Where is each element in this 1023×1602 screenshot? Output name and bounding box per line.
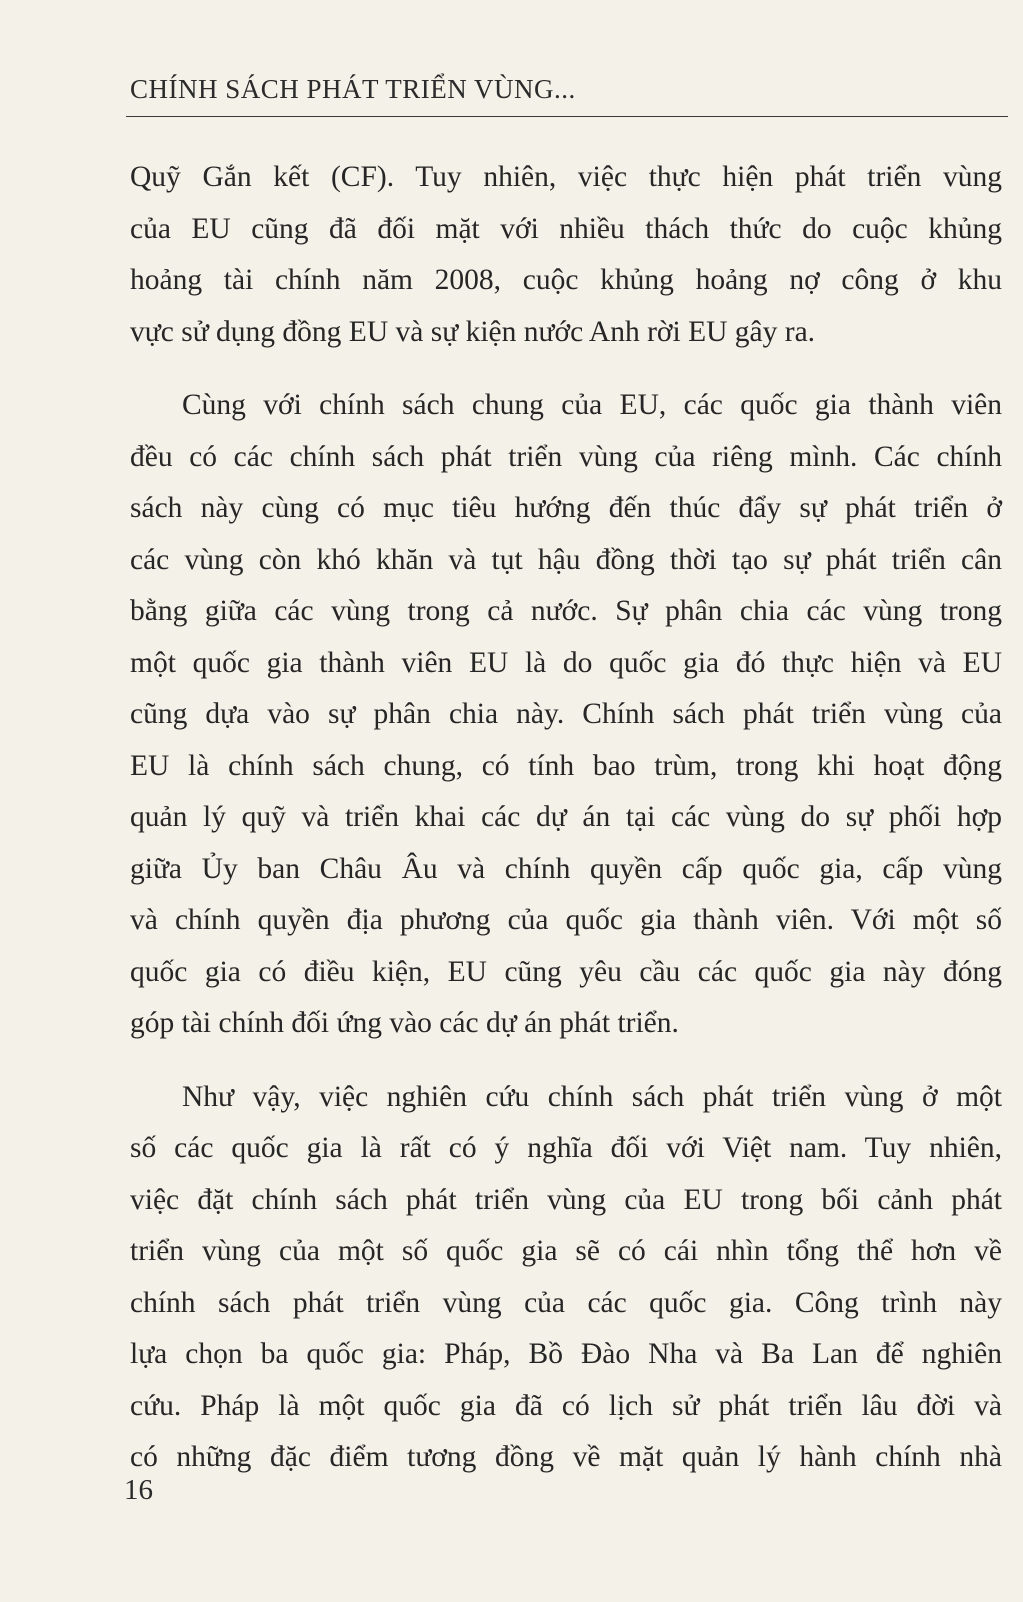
text-line: Như vậy, việc nghiên cứu chính sách phát triển vùng ở một [182,1080,1002,1113]
paragraph-2 [130,380,1002,1050]
text-line: EU là chính sách chung, có tính bao trùm, trong khi hoạt động [130,749,1002,782]
paragraph-3 [130,1072,1002,1484]
text-line: chính sách phát triển vùng của các quốc gia. Công trình này [130,1286,1002,1319]
header-rule [126,116,1008,117]
text-line: vực sử dụng đồng EU và sự kiện nước Anh rời EU gây ra. [130,315,816,348]
text-line: có những đặc điểm tương đồng về mặt quản lý hành chính nhà [130,1441,1002,1473]
text-line: Quỹ Gắn kết (CF). Tuy nhiên, việc thực hiện phát triển vùng [130,161,1002,193]
text-line: số các quốc gia là rất có ý nghĩa đối với Việt nam. Tuy nhiên, [130,1132,1002,1164]
page-number: 16 [124,1474,153,1506]
text-line: bằng giữa các vùng trong cả nước. Sự phân chia các vùng trong [130,595,1002,627]
text-line: và chính quyền địa phương của quốc gia thành viên. Với một số [130,904,1002,936]
text-line: lựa chọn ba quốc gia: Pháp, Bồ Đào Nha và Ba Lan để nghiên [130,1338,1002,1370]
running-header: CHÍNH SÁCH PHÁT TRIỂN VÙNG... [130,74,576,104]
text-line: giữa Ủy ban Châu Âu và chính quyền cấp quốc gia, cấp vùng [130,852,1002,885]
text-line: Cùng với chính sách chung của EU, các quốc gia thành viên [182,389,1002,421]
text-line: đều có các chính sách phát triển vùng của riêng mình. Các chính [130,440,1002,473]
text-line: của EU cũng đã đối mặt với nhiều thách thức do cuộc khủng [130,212,1002,245]
text-line: góp tài chính đối ứng vào các dự án phát triển. [130,1007,679,1039]
text-line: việc đặt chính sách phát triển vùng của EU trong bối cảnh phát [130,1183,1002,1216]
text-line: một quốc gia thành viên EU là do quốc gia đó thực hiện và EU [130,646,1002,679]
text-line: cứu. Pháp là một quốc gia đã có lịch sử phát triển lâu đời và [130,1389,1002,1422]
text-line: sách này cùng có mục tiêu hướng đến thúc đẩy sự phát triển ở [130,492,1002,524]
text-line: quốc gia có điều kiện, EU cũng yêu cầu các quốc gia này đóng [130,955,1002,988]
text-line: triển vùng của một số quốc gia sẽ có cái nhìn tổng thể hơn về [130,1235,1002,1267]
text-line: hoảng tài chính năm 2008, cuộc khủng hoảng nợ công ở khu [130,264,1002,296]
text-line: các vùng còn khó khăn và tụt hậu đồng thời tạo sự phát triển cân [130,543,1002,576]
text-line: cũng dựa vào sự phân chia này. Chính sách phát triển vùng của [130,698,1002,730]
paragraph-1 [130,152,1002,358]
text-line: quản lý quỹ và triển khai các dự án tại các vùng do sự phối hợp [130,801,1002,833]
body-text [130,152,1002,1484]
